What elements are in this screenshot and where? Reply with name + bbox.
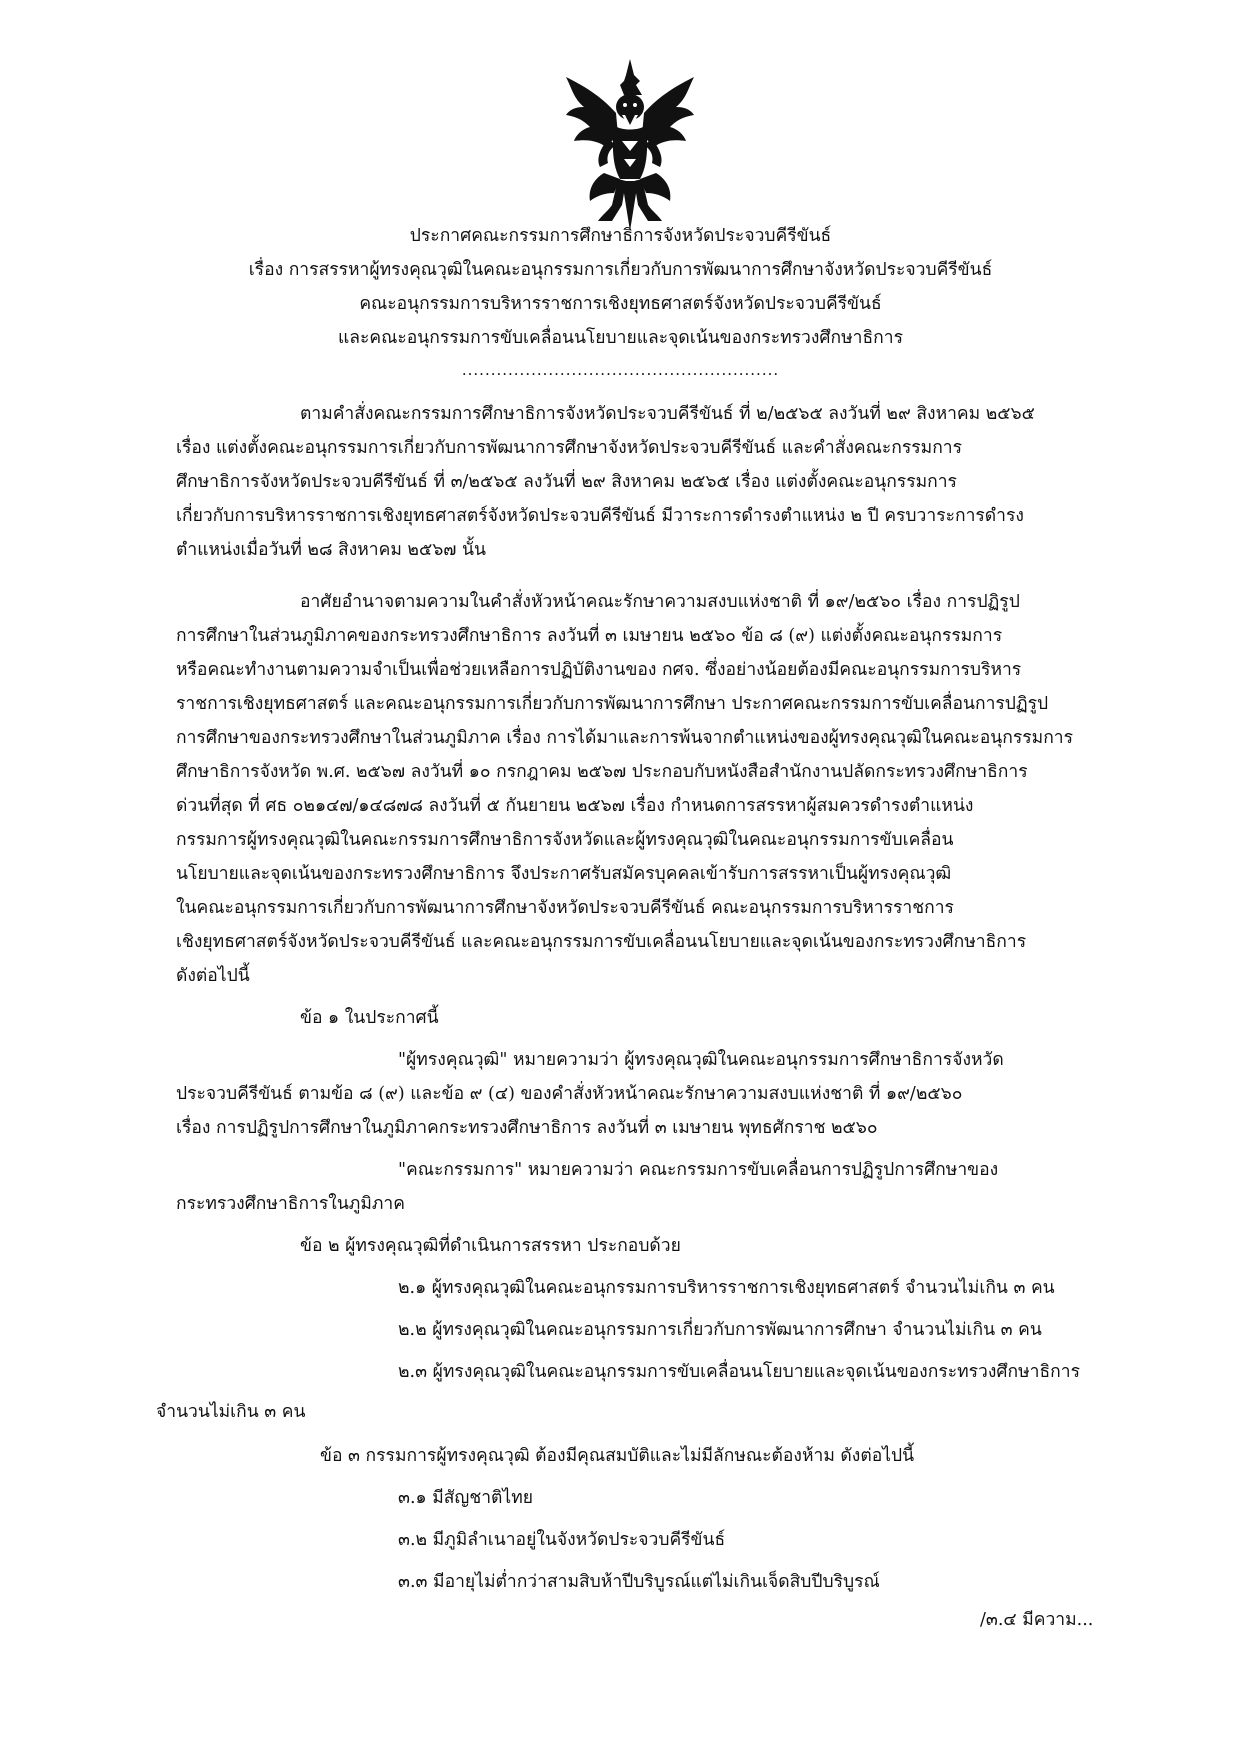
para2-line: ด่วนที่สุด ที่ ศธ ๐๒๑๔๗/๑๔๘๗๘ ลงวันที่ ๕ กันยายน ๒๕๖๗ เรื่อง กำหนดการสรรหาผู้สมควรดำรงตำแหน่ง [176,796,974,816]
clause3-item: ๓.๓ มีอายุไม่ต่ำกว่าสามสิบห้าปีบริบูรณ์แต่ไม่เกินเจ็ดสิบปีบริบูรณ์ [398,1572,880,1592]
para1-line: เรื่อง แต่งตั้งคณะอนุกรรมการเกี่ยวกับการพัฒนาการศึกษาจังหวัดประจวบคีรีขันธ์ และคำสั่งคณะกรรมการ [176,438,963,458]
para2-line: เชิงยุทธศาสตร์จังหวัดประจวบคีรีขันธ์ และคณะอนุกรรมการขับเคลื่อนนโยบายและจุดเน้นของกระทรวงศึกษาธิการ [176,932,1027,952]
clause2-item: ๒.๓ ผู้ทรงคุณวุฒิในคณะอนุกรรมการขับเคลื่อนนโยบายและจุดเน้นของกระทรวงศึกษาธิการ [398,1362,1080,1382]
para2-line: การศึกษาของกระทรวงศึกษาในส่วนภูมิภาค เรื่อง การได้มาและการพ้นจากตำแหน่งของผู้ทรงคุณวุฒิในคณะอนุกรรมการ [176,728,1074,748]
clause2-item: ๒.๒ ผู้ทรงคุณวุฒิในคณะอนุกรรมการเกี่ยวกับการพัฒนาการศึกษา จำนวนไม่เกิน ๓ คน [398,1320,1042,1340]
para2-line: การศึกษาในส่วนภูมิภาคของกระทรวงศึกษาธิการ ลงวันที่ ๓ เมษายน ๒๕๖๐ ข้อ ๘ (๙) แต่งตั้งคณะอนุกรรมการ [176,626,1003,646]
clause3-item: ๓.๑ มีสัญชาติไทย [398,1488,533,1508]
clause1-def2-line: กระทรวงศึกษาธิการในภูมิภาค [176,1194,405,1214]
para1-line: ศึกษาธิการจังหวัดประจวบคีรีขันธ์ ที่ ๓/๒๕๖๕ ลงวันที่ ๒๙ สิงหาคม ๒๕๖๕ เรื่อง แต่งตั้งคณะอนุกรรมการ [176,472,957,492]
para2-line: ศึกษาธิการจังหวัด พ.ศ. ๒๕๖๗ ลงวันที่ ๑๐ กรกฎาคม ๒๕๖๗ ประกอบกับหนังสือสำนักงานปลัดกระทรวงศึกษาธิการ [176,762,1028,782]
clause3-item: ๓.๒ มีภูมิลำเนาอยู่ในจังหวัดประจวบคีรีขันธ์ [398,1530,726,1550]
para2-line: ดังต่อไปนี้ [176,966,250,986]
para2-line: อาศัยอำนาจตามความในคำสั่งหัวหน้าคณะรักษาความสงบแห่งชาติ ที่ ๑๙/๒๕๖๐ เรื่อง การปฏิรูป [300,592,1020,612]
page-continuation: /๓.๔ มีความ... [980,1610,1094,1630]
para2-line: นโยบายและจุดเน้นของกระทรวงศึกษาธิการ จึงประกาศรับสมัครบุคคลเข้ารับการสรรหาเป็นผู้ทรงคุณวุฒิ [176,864,952,884]
subject-line-2: คณะอนุกรรมการบริหารราชการเชิงยุทธศาสตร์จังหวัดประจวบคีรีขันธ์ [359,294,882,314]
garuda-emblem-icon [560,55,700,235]
para2-line: ราชการเชิงยุทธศาสตร์ และคณะอนุกรรมการเกี่ยวกับการพัฒนาการศึกษา ประกาศคณะกรรมการขับเคลื่อนการปฏิรูป [176,694,1049,714]
clause1-title: ข้อ ๑ ในประกาศนี้ [300,1008,439,1028]
clause1-def1-line: "ผู้ทรงคุณวุฒิ" หมายความว่า ผู้ทรงคุณวุฒิในคณะอนุกรรมการศึกษาธิการจังหวัด [398,1050,1004,1070]
para2-line: หรือคณะทำงานตามความจำเป็นเพื่อช่วยเหลือการปฏิบัติงานของ กศจ. ซึ่งอย่างน้อยต้องมีคณะอนุกรรมการบริหาร [176,660,1022,680]
clause2-item3-continuation: จำนวนไม่เกิน ๓ คน [156,1402,306,1422]
subject-line-3: และคณะอนุกรรมการขับเคลื่อนนโยบายและจุดเน้นของกระทรวงศึกษาธิการ [338,328,903,348]
para1-line: ตำแหน่งเมื่อวันที่ ๒๘ สิงหาคม ๒๕๖๗ นั้น [176,540,486,560]
announcement-title: ประกาศคณะกรรมการศึกษาธิการจังหวัดประจวบคีรีขันธ์ [409,226,832,246]
clause1-def1-line: ประจวบคีรีขันธ์ ตามข้อ ๘ (๙) และข้อ ๙ (๔) ของคำสั่งหัวหน้าคณะรักษาความสงบแห่งชาติ ที่ ๑๙/๒๕๖๐ [176,1084,963,1104]
clause3-title: ข้อ ๓ กรรมการผู้ทรงคุณวุฒิ ต้องมีคุณสมบัติและไม่มีลักษณะต้องห้าม ดังต่อไปนี้ [320,1446,915,1466]
clause2-item: ๒.๑ ผู้ทรงคุณวุฒิในคณะอนุกรรมการบริหารราชการเชิงยุทธศาสตร์ จำนวนไม่เกิน ๓ คน [398,1278,1055,1298]
clause1-def2-line: "คณะกรรมการ" หมายความว่า คณะกรรมการขับเคลื่อนการปฏิรูปการศึกษาของ [398,1160,999,1180]
clause1-def1-line: เรื่อง การปฏิรูปการศึกษาในภูมิภาคกระทรวงศึกษาธิการ ลงวันที่ ๓ เมษายน พุทธศักราช ๒๕๖๐ [176,1118,878,1138]
subject-line: เรื่อง การสรรหาผู้ทรงคุณวุฒิในคณะอนุกรรมการเกี่ยวกับการพัฒนาการศึกษาจังหวัดประจวบคีรีขันธ์ [248,260,993,280]
divider: ....................................................... [461,361,780,379]
para2-line: กรรมการผู้ทรงคุณวุฒิในคณะกรรมการศึกษาธิการจังหวัดและผู้ทรงคุณวุฒิในคณะอนุกรรมการขับเคลื่อน [176,830,954,850]
clause2-title: ข้อ ๒ ผู้ทรงคุณวุฒิที่ดำเนินการสรรหา ประกอบด้วย [300,1236,681,1256]
para2-line: ในคณะอนุกรรมการเกี่ยวกับการพัฒนาการศึกษาจังหวัดประจวบคีรีขันธ์ คณะอนุกรรมการบริหารราชการ [176,898,954,918]
para1-line: เกี่ยวกับการบริหารราชการเชิงยุทธศาสตร์จังหวัดประจวบคีรีขันธ์ มีวาระการดำรงตำแหน่ง ๒ ปี ครบวาระการดำรง [176,506,1024,526]
para1-line: ตามคำสั่งคณะกรรมการศึกษาธิการจังหวัดประจวบคีรีขันธ์ ที่ ๒/๒๕๖๕ ลงวันที่ ๒๙ สิงหาคม ๒๕๖๕ [300,404,1035,424]
